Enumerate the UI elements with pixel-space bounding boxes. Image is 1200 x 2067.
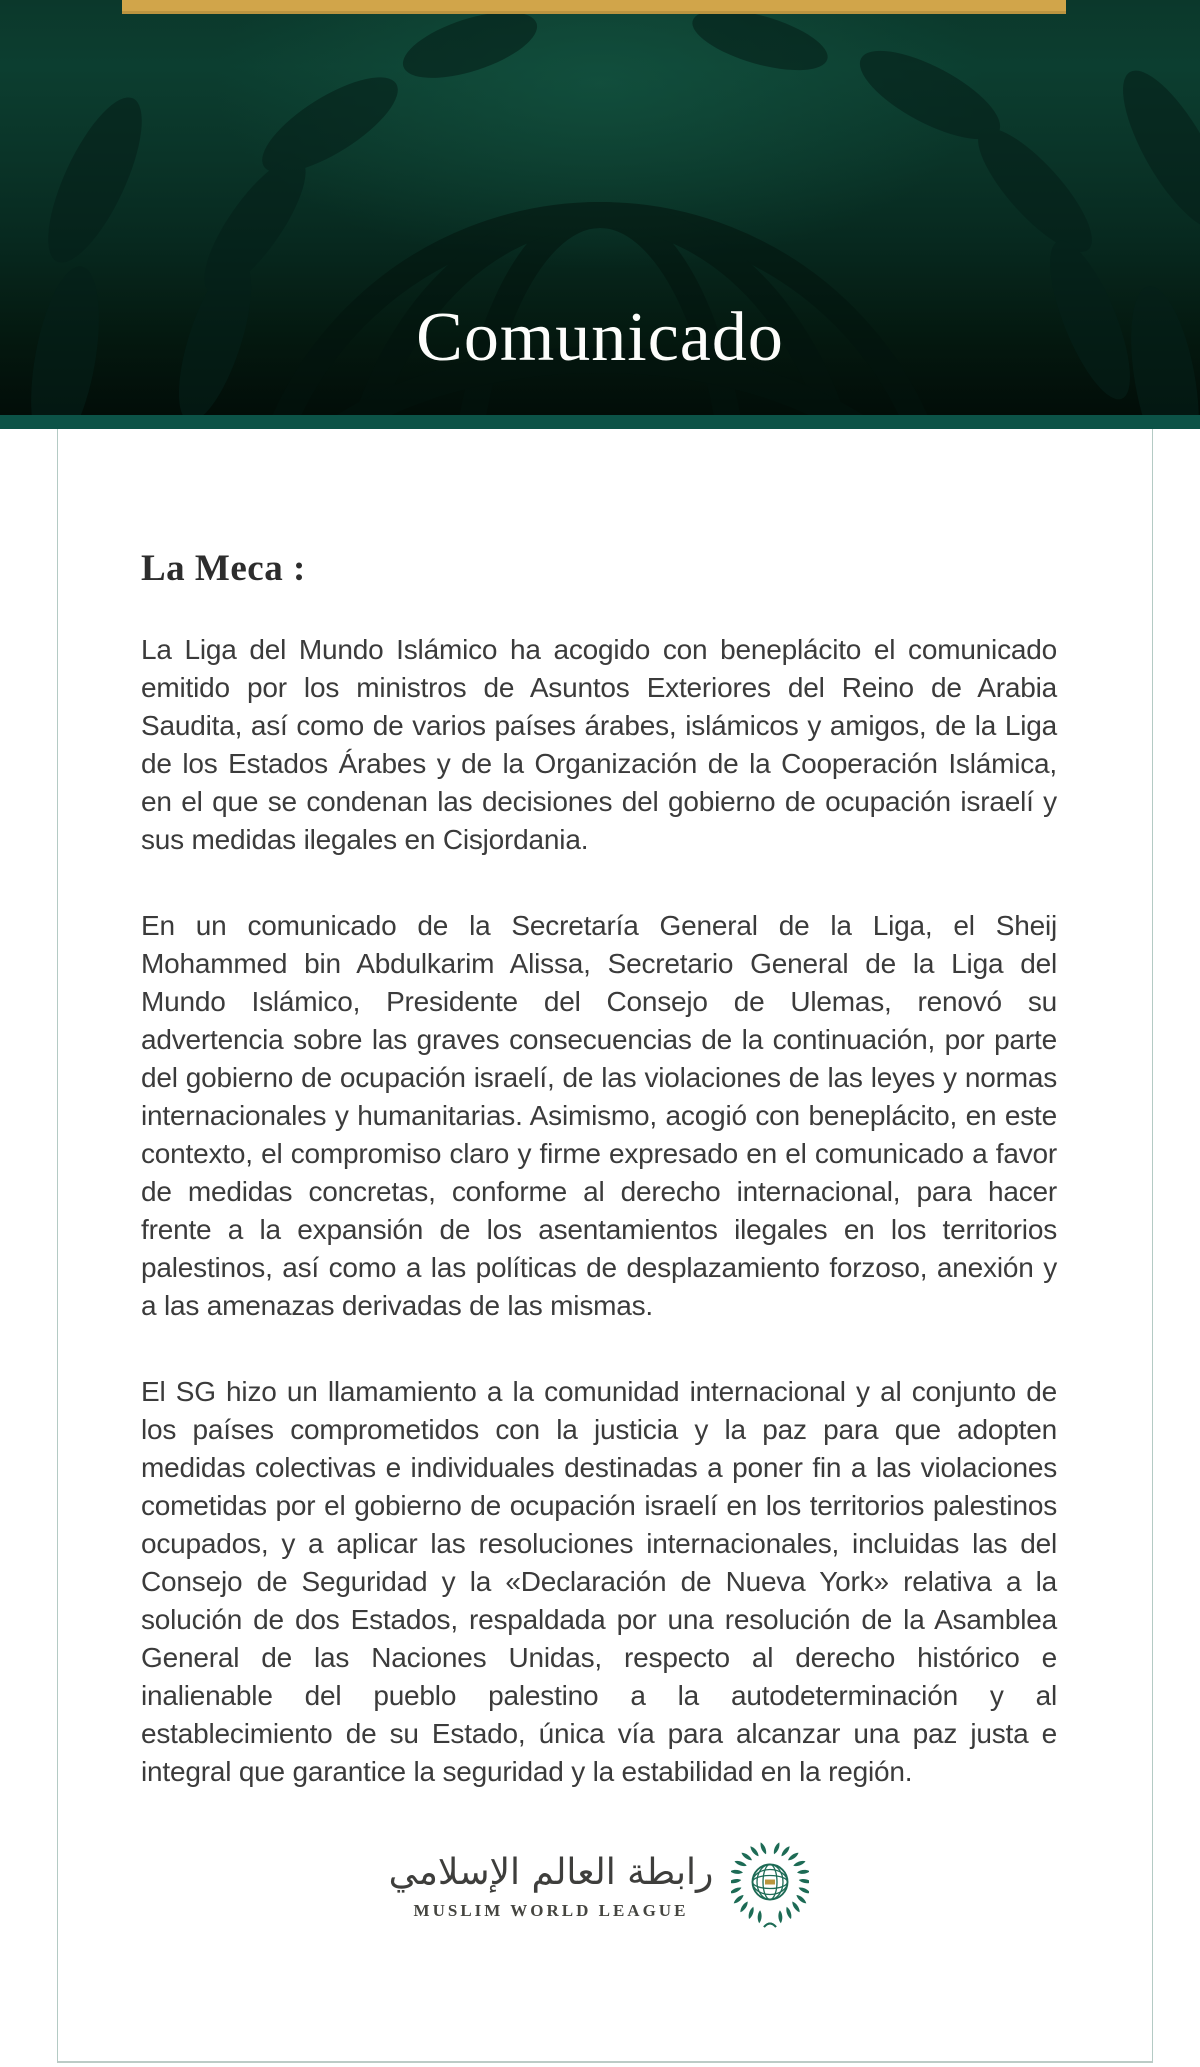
teal-divider-strip [0, 415, 1200, 429]
paragraph-2: En un comunicado de la Secretaría General de la Liga, el Sheij Mohammed bin Abdulkarim Alissa, Secretario General de la Liga del Mundo Islámico, Presidente del Consejo de Ulemas, renovó su advertencia sobre las graves consecuencias de la continuación, por parte del gobierno de ocupación israelí, de las violaciones de las leyes y normas internacionales y humanitarias. Asimismo, acogió con beneplácito, en este contexto, el compromiso claro y firme expresado en el comunicado a favor de medidas concretas, conforme al derecho internacional, para hacer frente a la expansión de los asentamientos ilegales en los territorios palestinos, así como a las políticas de desplazamiento forzoso, anexión y a las amenazas derivadas de las mismas. [141, 910, 1057, 1321]
wreath-globe-emblem-icon [731, 1839, 809, 1933]
logo-arabic-calligraphy: رابطة العالم الإسلامي [388, 1852, 714, 1893]
communique-body [58, 429, 1152, 1933]
logo-wordmark [389, 1851, 714, 1921]
paragraph-3: El SG hizo un llamamiento a la comunidad internacional y al conjunto de los países comprometidos con la justicia y la paz para que adopten medidas colectivas e individuales destinadas a poner fin a las violaciones cometidas por el gobierno de ocupación israelí en los territorios palestinos ocupados, y a aplicar las resoluciones internacionales, incluidas las del Consejo de Seguridad y la «Declaración de Nueva York» relativa a la solución de dos Estados, respaldada por una resolución de la Asamblea General de las Naciones Unidas, respecto al derecho histórico e inalienable del pueblo palestino a la autodeterminación y al establecimiento de su Estado, única vía para alcanzar una paz justa e integral que garantice la seguridad y la estabilidad en la región. [141, 1376, 1057, 1787]
paragraph-1: La Liga del Mundo Islámico ha acogido con beneplácito el comunicado emitido por los ministros de Asuntos Exteriores del Reino de Arabia Saudita, así como de varios países árabes, islámicos y amigos, de la Liga de los Estados Árabes y de la Organización de la Cooperación Islámica, en el que se condenan las decisiones del gobierno de ocupación israelí y sus medidas ilegales en Cisjordania. [141, 634, 1057, 855]
emblem-gold-mark [765, 1880, 775, 1885]
header-banner [0, 0, 1200, 415]
emblem-tie-icon [764, 1924, 776, 1928]
dateline-heading: La Meca : [141, 548, 306, 589]
logo-org-name: MUSLIM WORLD LEAGUE [413, 1901, 689, 1920]
gold-accent-bar [122, 0, 1066, 14]
muslim-world-league-logo [141, 1839, 1057, 1933]
banner-title: Comunicado [416, 299, 784, 376]
communique-card [57, 429, 1153, 2063]
